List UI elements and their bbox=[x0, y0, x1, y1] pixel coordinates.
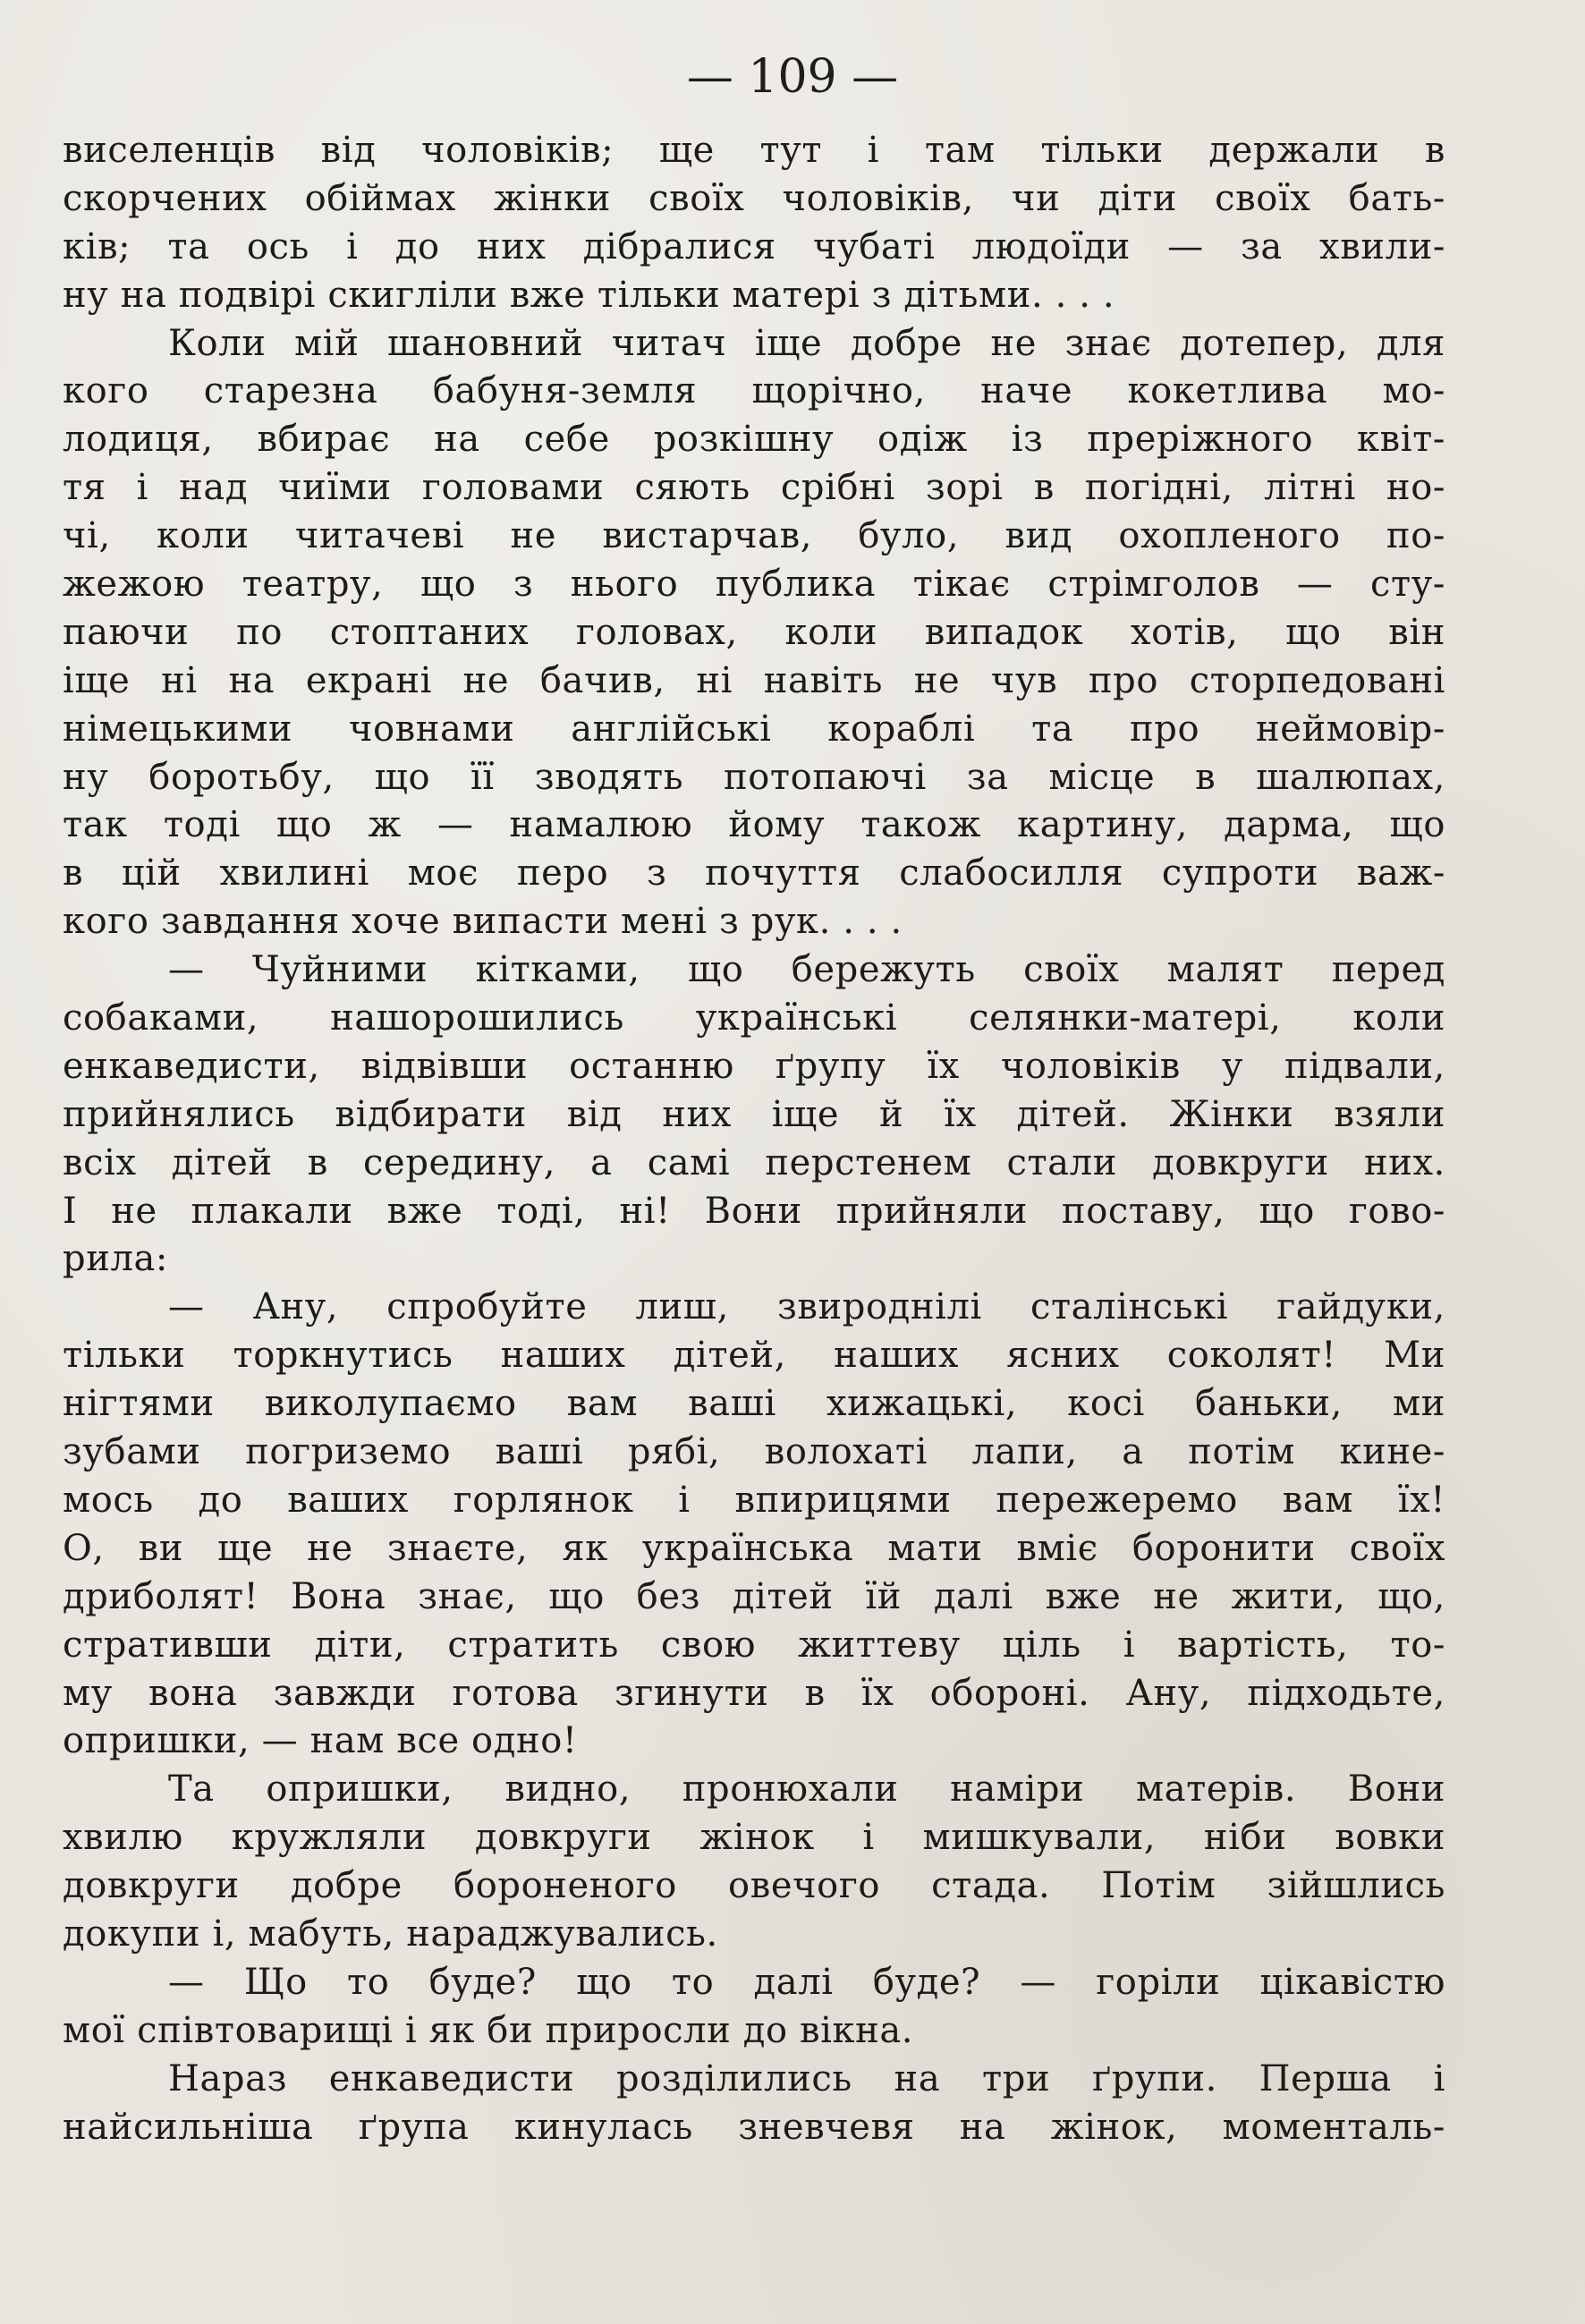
text-line: іще ні на екрані не бачив, ні навіть не чув про сторпедовані bbox=[63, 659, 1445, 701]
text-line: стративши діти, стратить свою життеву ціль і вартість, то- bbox=[63, 1624, 1445, 1666]
text-line: рила: bbox=[63, 1238, 168, 1280]
text-line: ну боротьбу, що її зводять потопаючі за місце в шалюпах, bbox=[63, 756, 1445, 798]
text-line: му вона завжди готова згинути в їх обороні. Ану, підходьте, bbox=[63, 1672, 1445, 1714]
text-line: собаками, нашорошились українські селянки-матері, коли bbox=[63, 997, 1445, 1039]
text-line: тя і над чиїми головами сяють срібні зорі в погідні, літні но- bbox=[63, 467, 1445, 509]
text-line: довкруги добре бороненого овечого стада. Потім зійшлись bbox=[63, 1865, 1445, 1907]
text-line: так тоді що ж — намалюю йому також картину, дарма, що bbox=[63, 804, 1445, 846]
text-line: докупи і, мабуть, нараджувались. bbox=[63, 1913, 718, 1955]
text-line: мої співтоварищі і як би приросли до вікна. bbox=[63, 2009, 914, 2051]
text-line: Нараз енкаведисти розділились на три ґрупи. Перша і bbox=[168, 2057, 1445, 2099]
text-line: О, ви ще не знаєте, як українська мати вміє боронити своїх bbox=[63, 1527, 1445, 1569]
text-line: нігтями виколупаємо вам ваші хижацькі, косі баньки, ми bbox=[63, 1383, 1445, 1425]
text-line: лодиця, вбирає на себе розкішну одіж із преріжного квіт- bbox=[63, 419, 1445, 461]
text-line: — Чуйними кітками, що бережуть своїх малят перед bbox=[168, 949, 1445, 991]
text-line: ків; та ось і до них дібралися чубаті людоїди — за хвили- bbox=[63, 225, 1445, 267]
text-line: Та опришки, видно, пронюхали наміри матерів. Вони bbox=[168, 1768, 1445, 1811]
text-line: Коли мій шановний читач іще добре не знає дотепер, для bbox=[168, 322, 1445, 364]
text-line: — Ану, спробуйте лиш, звироднілі сталінські гайдуки, bbox=[168, 1286, 1445, 1328]
text-line: — Що то буде? що то далі буде? — горіли цікавістю bbox=[168, 1961, 1445, 2003]
text-line: І не плакали вже тоді, ні! Вони прийняли поставу, що гово- bbox=[63, 1190, 1445, 1232]
text-line: скорчених обіймах жінки своїх чоловіків, чи діти своїх бать- bbox=[63, 177, 1445, 219]
text-line: опришки, — нам все одно! bbox=[63, 1720, 578, 1762]
text-line: дриболят! Вона знає, що без дітей їй далі вже не жити, що, bbox=[63, 1575, 1445, 1617]
text-line: хвилю кружляли довкруги жінок і мишкували, ніби вовки bbox=[63, 1817, 1445, 1859]
text-line: жежою театру, що з нього публика тікає стрімголов — сту- bbox=[63, 564, 1445, 606]
text-line: ну на подвірі скигліли вже тільки матері з дітьми. . . . bbox=[63, 274, 1115, 316]
text-line: чі, коли читачеві не вистарчав, було, вид охопленого по- bbox=[63, 515, 1445, 557]
text-line: зубами погриземо ваші рябі, волохаті лапи, а потім кине- bbox=[63, 1431, 1445, 1473]
text-line: енкаведисти, відвівши останню ґрупу їх чоловіків у підвали, bbox=[63, 1045, 1445, 1087]
text-line: в цій хвилині моє перо з почуття слабосилля супроти важ- bbox=[63, 852, 1445, 895]
text-line: найсильніша ґрупа кинулась зневчевя на жінок, моменталь- bbox=[63, 2106, 1445, 2148]
text-line: всіх дітей в середину, а самі перстенем стали довкруги них. bbox=[63, 1141, 1445, 1183]
body-text bbox=[63, 127, 1445, 2151]
text-line: прийнялись відбирати від них іще й їх дітей. Жінки взяли bbox=[63, 1093, 1445, 1135]
text-line: кого завдання хоче випасти мені з рук. . . . bbox=[63, 901, 903, 943]
text-line: мось до ваших горлянок і впирицями пережеремо вам їх! bbox=[63, 1479, 1445, 1521]
text-line: виселенців від чоловіків; ще тут і там тільки держали в bbox=[63, 130, 1445, 171]
text-line: паючи по стоптаних головах, коли випадок хотів, що він bbox=[63, 611, 1445, 653]
page-number: — 109 — bbox=[686, 50, 899, 104]
text-line: німецькими човнами англійські кораблі та про неймовір- bbox=[63, 708, 1445, 750]
text-line: тільки торкнутись наших дітей, наших ясних соколят! Ми bbox=[63, 1335, 1445, 1377]
text-line: кого старезна бабуня-земля щорічно, наче кокетлива мо- bbox=[63, 370, 1445, 412]
